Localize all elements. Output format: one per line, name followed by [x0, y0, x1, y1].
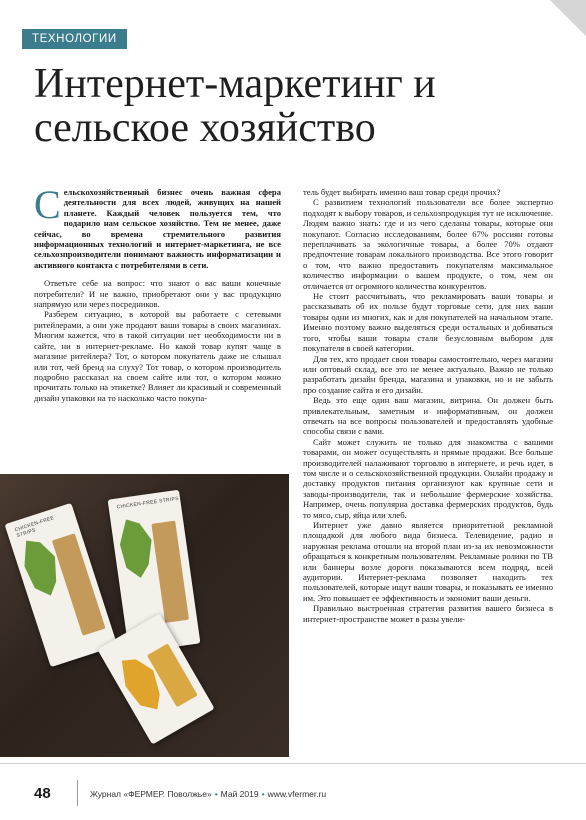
section-rubric: ТЕХНОЛОГИИ — [22, 29, 127, 49]
footer-credits — [90, 789, 326, 799]
body-paragraph: тель будет выбирать именно ваш товар среди прочих? — [303, 187, 501, 197]
body-paragraph: Интернет уже давно является приоритетной рекламной площадкой для любого вида бизнеса. Телевидение, радио и наружная реклама отошли на второй план из-за их невозможности обращаться к конкретным пользователям. Рекламные ролики по ТВ или баннеры возле дороги показываются всем подряд, всей аудитории. Интернет-реклама позволяет находить тех пользователей, которые ищут ваши товары, и показывать ее именно им. Это повышает ее эффективность и экономит ваши деньги. — [303, 520, 553, 603]
package-window — [52, 533, 106, 636]
page-number: 48 — [34, 785, 51, 802]
body-paragraph: Для тех, кто продает свои товары самостоятельно, через магазин или оптовый склад, все это не менее актуально. Важно не только разработать дизайн бренда, магазина и упаковки, но и не забыть про создание сайта и его дизайн. — [303, 353, 553, 395]
bullet-icon: • — [261, 789, 265, 799]
journal-name: Журнал «ФЕРМЕР. Поволжье» — [90, 789, 212, 799]
product-package — [5, 503, 118, 667]
body-paragraph: С развитием технологий пользователи все более экспертно подходят к выбору товаров, и сельхозпродукция тут не исключение. Людям важно знать: где и из чего сделаны товары, которые они покупают. Согласно исследованиям, более 67% россиян готовы переплачивать за экологичные товары, а более 70% отдают предпочтение товарам локального производства. Все этого говорит о том, что важно предоставить покупателям максимальное количество информации о вашем продукте, о том, чем он отличается от огромного количества конкурентов. — [303, 197, 553, 291]
drop-cap: С — [34, 182, 61, 227]
right-column — [303, 187, 553, 624]
package-label: CHICKEN-FREE STRIPS — [116, 495, 180, 511]
package-window — [151, 521, 189, 623]
issue-date: Май 2019 — [220, 789, 259, 799]
package-label: CHICKEN-FREE STRIPS — [13, 515, 55, 540]
left-column — [34, 182, 281, 403]
body-paragraph: Правильно выстроенная стратегия развития вашего бизнеса в интернет-пространстве может в разы увели- — [303, 603, 553, 624]
bullet-icon: • — [214, 789, 218, 799]
lead-paragraph — [34, 182, 281, 270]
body-paragraph: Ответьте себе на вопрос: что знают о вас ваши конечные потребители? И не важно, приобретают они у вас продукцию напрямую или через посредников. — [34, 278, 281, 310]
body-paragraph: Ведь это еще один ваш магазин, витрина. Он должен быть привлекательным, заметным и информативным, он должен отвечать на все вопросы пользователей и предоставлять удобные способы связи с вами. — [303, 395, 553, 437]
chicken-graphic — [117, 516, 157, 580]
body-paragraph: Не стоит рассчитывать, что рекламировать ваши товары и рассказывать об их пользе будут торговые сети, для них ваши товары одни из многих, как и для покупателей на начальном этапе. Именно поэтому важно выделяться среди остальных и добиваться того, чтобы ваши товары стали безусловным выбором для покупателя в своей категории. — [303, 291, 553, 354]
website-link[interactable]: www.vfermer.ru — [267, 789, 327, 799]
page-corner-fold — [550, 0, 586, 36]
footer-divider — [0, 763, 586, 764]
body-paragraph: Сайт может служить не только для знакомства с вашими товарами, он может осуществлять и прямые продажи. Все больше производителей налаживают торговлю в интернете, и речь идет, в том числе и о сельскохозяйственной продукции. Онлайн продажу и доставку продуктов питания организуют как крупные сети и заводы-производители, так и небольшие фермерские хозяйства. Например, очень популярна доставка фермерских продуктов, будь то мясо, сыр, яйца или хлеб. — [303, 436, 553, 520]
footer-separator — [77, 780, 78, 806]
lead-text: ельскохозяйственный бизнес очень важная сфера деятельности для всех людей, живущих на нашей планете. Каждый человек пользуется тем, что подарило нам сельское хозяйство. Тем не менее, даже сейчас, во времена стремительного развития информационных технологий и интернет-маркетинга, не все сельхозпроизводители понимают важность информатизации и активного контакта с потребителями в сети. — [34, 187, 281, 270]
product-photo — [0, 474, 289, 757]
body-paragraph: Разберем ситуацию, в которой вы работаете с сетевыми ритейлерами, а они уже продают ваши товары в своих магазинах. Многим кажется, что в такой ситуации нет необходимости ни в сайте, ни в интернет-рекламе. Но какой товар купят чаще в магазине ритейлера? Тот, о котором покупатель даже не слышал или тот, чей бренд на слуху? Тот товар, о котором производитель подробно рассказал на своем сайте или тот, о котором можно прочитать только на этикетке? Влияет ли красивый и современный дизайн упаковки на то насколько часто покупа- — [34, 309, 281, 403]
article-title: Интернет-маркетинг и сельское хозяйство — [34, 61, 436, 151]
